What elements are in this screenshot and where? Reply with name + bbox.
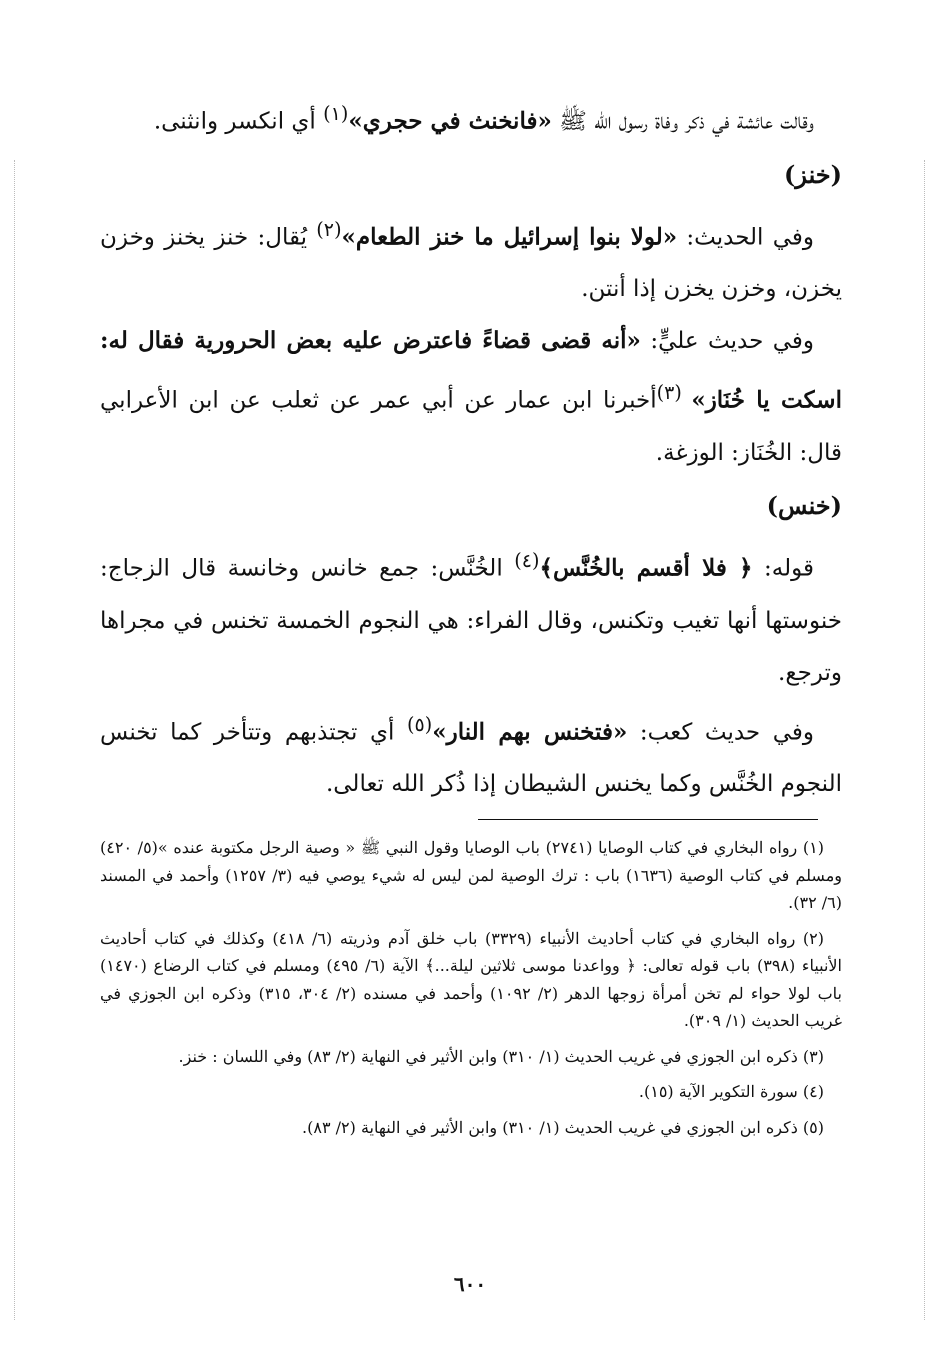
- hadith-quote-5: «فتخنس بهم النار»: [432, 718, 628, 746]
- footnote-ref-1: (١): [323, 102, 349, 125]
- paragraph-5-text: أي تجتذبهم وتتأخر كما تخنس النجوم الخُنَّس وكما يخنس الشيطان إذا ذُكر الله تعالى.: [100, 719, 842, 798]
- paragraph-5: [100, 699, 842, 811]
- paragraph-3-text: أخبرنا ابن عمار عن أبي عمر عن ثعلب عن ابن الأعرابي قال: الخُنَاز: الوزغة.: [100, 387, 842, 466]
- scan-edge-left: [14, 160, 15, 1320]
- footnote-ref-4: (٤): [514, 548, 540, 572]
- hadith-quote-1: «فانخنث في حجري»: [348, 107, 552, 135]
- footnote-separator: [478, 819, 818, 820]
- paragraph-4-text: الخُنَّس: جمع خانس وخانسة قال الزجاج: خنوستها أنها تغيب وتكنس، وقال الفراء: هي النجوم الخمسة تخنس في مجراها وترجع.: [100, 555, 842, 686]
- main-text: [100, 88, 842, 810]
- footnote-2: (٢) رواه البخاري في كتاب أحاديث الأنبياء (٣٣٢٩) باب خلق آدم وذريته (٦/ ٤١٨) وكذلك في كتاب أحاديث الأنبياء (٣٩٨) باب قوله تعالى: ﴿ وواعدنا موسى ثلاثين ليلة...﴾ الآية (٦/ ٤٩٥) ومسلم في كتاب الرضاع (١٤٧٠) باب لولا حواء لم تخن أمرأة زوجها الدهر (٢/ ١٠٩٢) وأحمد في مسنده (٢/ ٣٠٤، ٣١٥) وذكره ابن الجوزي في غريب الحديث (١/ ٣٠٩).: [100, 928, 843, 1030]
- quran-quote: ﴿ فلا أقسم بالخُنَّس﴾: [539, 554, 753, 582]
- paragraph-4: [100, 535, 842, 699]
- hadith-quote-3: «أنه قضى قضاءً فاعترض عليه بعض الحرورية فقال له: اسكت يا خُنَاز»: [100, 327, 842, 414]
- footnote-1: (١) رواه البخاري في كتاب الوصايا (٢٧٤١) باب الوصايا وقول النبي ﷺ « وصية الرجل مكتوبة عنده »(٥/ ٤٢٠) ومسلم في كتاب الوصية (١٦٣٦) باب : ترك الوصية لمن ليس له شيء يوصي فيه (٣/ ١٢٥٧) وأحمد في المسند (٦/ ٣٢).: [100, 838, 842, 912]
- paragraph-1-text: أي انكسر وانثنى.: [153, 108, 324, 135]
- paragraph-3-intro: وفي حديث عليٍّ:: [640, 328, 814, 355]
- paragraph-1: [100, 88, 842, 148]
- paragraph-5-intro: وفي حديث كعب:: [627, 719, 814, 746]
- scan-edge-right: [924, 160, 925, 1320]
- entry-heading-khans: (خنس): [766, 490, 842, 520]
- paragraph-2-intro: وفي الحديث:: [677, 224, 814, 251]
- paragraph-3: [100, 315, 842, 479]
- footnote-ref-3: (٣): [656, 381, 692, 405]
- page-number: ٦٠٠: [453, 1272, 487, 1296]
- footnote-ref-2: (٢): [316, 217, 342, 241]
- entry-heading-khanz: (خنز): [783, 159, 842, 189]
- paragraph-2-text: يُقال: خنز يخنز وخزن يخزن، وخزن يخزن إذا أنتن.: [100, 224, 842, 303]
- footnote-5: (٥) ذكره ابن الجوزي في غريب الحديث (١/ ٣١٠) وابن الأثير في النهاية (٢/ ٨٣).: [302, 1117, 824, 1137]
- footnote-4: (٤) سورة التكوير الآية (١٥).: [638, 1082, 824, 1101]
- footnote-ref-5: (٥): [406, 712, 433, 736]
- paragraph-2: [100, 204, 842, 316]
- footnote-3: (٣) ذكره ابن الجوزي في غريب الحديث (١/ ٣١٠) وابن الأثير في النهاية (٢/ ٨٣) وفي اللسان : خنز.: [178, 1046, 824, 1066]
- footnotes: [100, 834, 842, 1149]
- paragraph-1-intro: وقالت عائشة في ذكر وفاة رسول الله ﷺ: [551, 108, 814, 135]
- hadith-quote-2: «لولا بنوا إسرائيل ما خنز الطعام»: [341, 223, 678, 251]
- paragraph-4-intro: قوله:: [752, 555, 814, 582]
